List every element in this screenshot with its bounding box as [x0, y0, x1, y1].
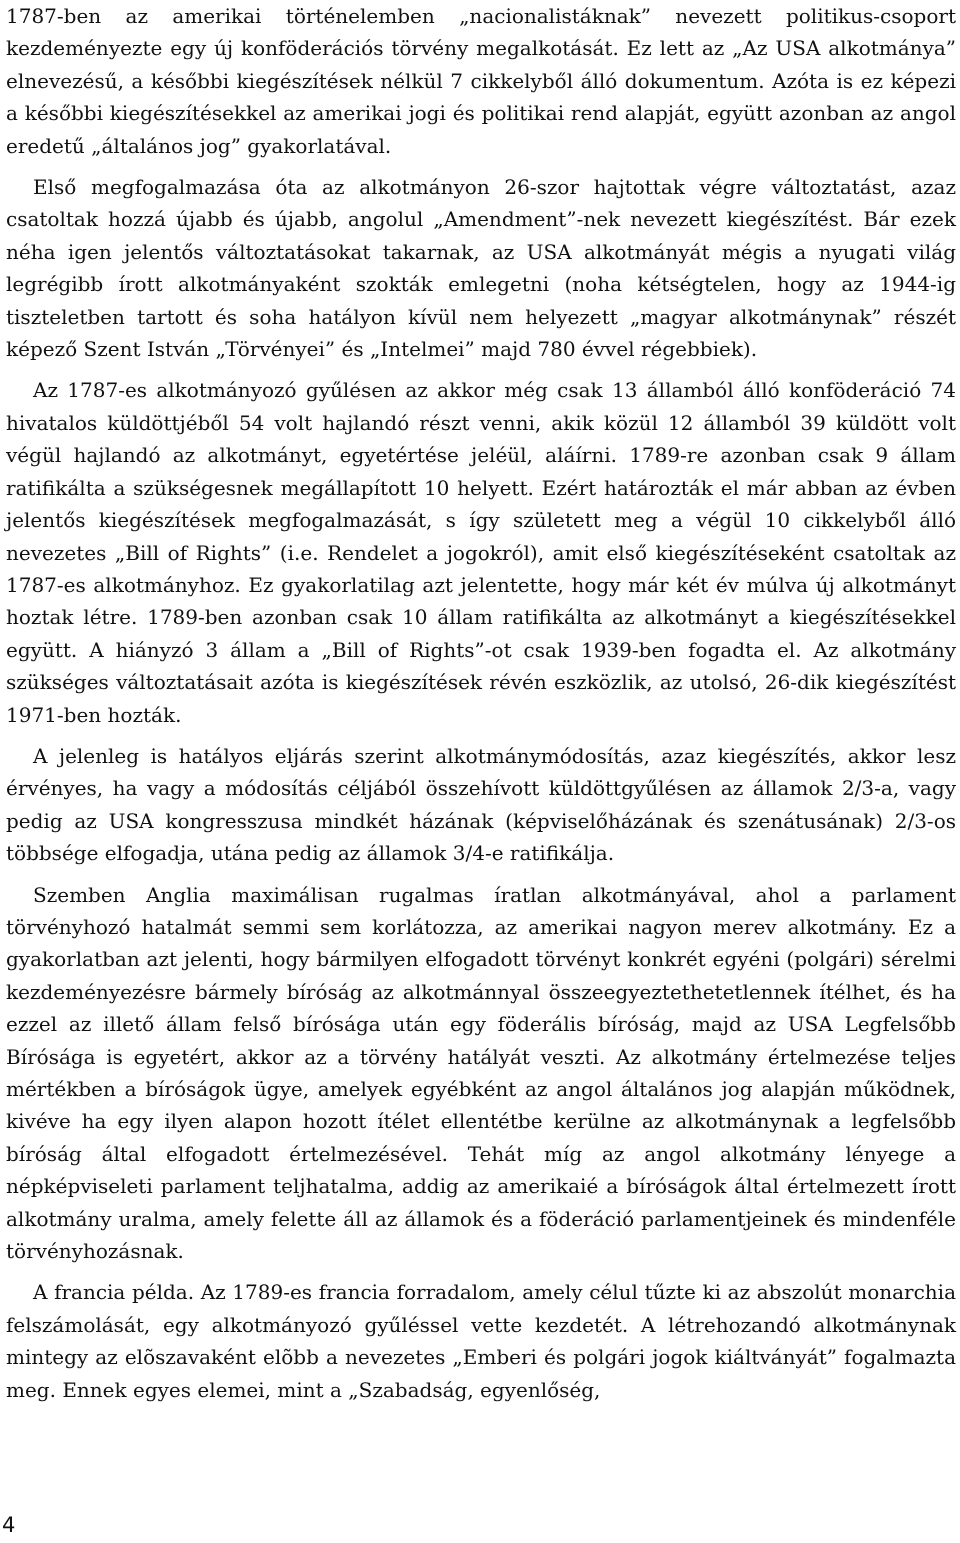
page-number: 4	[2, 1513, 16, 1537]
paragraph-1: 1787-ben az amerikai történelemben „nacionalistáknak” nevezett politikus-csoport kezdeményezte egy új konföderációs törvény megalkotását. Ez lett az „Az USA alkotmánya” elnevezésű, a későbbi kiegészítések nélkül 7 cikkelyből álló dokumentum. Azóta is ez képezi a későbbi kiegészítésekkel az amerikai jogi és politikai rend alapját, együtt azonban az angol eredetű „általános jog” gyakorlatával.	[6, 4, 956, 158]
paragraph-3: Az 1787-es alkotmányozó gyűlésen az akkor még csak 13 államból álló konföderáció 74 hivatalos küldöttjéből 54 volt hajlandó részt venni, akik közül 12 államból 39 küldött volt végül hajlandó az alkotmányt, egyetértése jeléül, aláírni. 1789-re azonban csak 9 állam ratifikálta a szükségesnek megállapított 10 helyett. Ezért határozták el már abban az évben jelentős kiegészítések megfogalmazását, s így született meg a végül 10 cikkelyből álló nevezetes „Bill of Rights” (i.e. Rendelet a jogokról), amit első kiegészítéseként csatoltak az 1787-es alkotmányhoz. Ez gyakorlatilag azt jelentette, hogy már két év múlva új alkotmányt hoztak létre. 1789-ben azonban csak 10 állam ratifikálta az alkotmányt a kiegészítésekkel együtt. A hiányzó 3 állam a „Bill of Rights”-ot csak 1939-ben fogadta el. Az alkotmány szükséges változtatásait azóta is kiegészítések révén eszközlik, az utolsó, 26-dik kiegészítést 1971-ben hozták.	[6, 378, 956, 727]
paragraph-5: Szemben Anglia maximálisan rugalmas íratlan alkotmányával, ahol a parlament törvényhozó hatalmát semmi sem korlátozza, az amerikai nagyon merev alkotmány. Ez a gyakorlatban azt jelenti, hogy bármilyen elfogadott törvényt konkrét egyéni (polgári) sérelmi kezdeményezésre bármely bíróság az alkotmánnyal összeegyeztethetetlennek ítélhet, és ha ezzel az illető állam felső bírósága után egy föderális bíróság, majd az USA Legfelsőbb Bírósága is egyetért, akkor az a törvény hatályát veszti. Az alkotmány értelmezése teljes mértékben a bíróságok ügye, amelyek egyébként az angol általános jog alapján működnek, kivéve ha egy ilyen alapon hozott ítélet ellentétbe kerülne az alkotmánynak a legfelsőbb bíróság által elfogadott értelmezésével. Tehát míg az angol alkotmány lényege a népképviseleti parlament teljhatalma, addig az amerikaié a bíróságok által értelmezett írott alkotmány uralma, amely felette áll az államok és a föderáció parlamentjeinek és mindenféle törvényhozásnak.	[6, 882, 956, 1264]
paragraph-6: A francia példa. Az 1789-es francia forradalom, amely célul tűzte ki az abszolút monarchia felszámolását, egy alkotmányozó gyűléssel vette kezdetét. A létrehozandó alkotmánynak mintegy az elõszavaként elõbb a nevezetes „Emberi és polgári jogok kiáltványát” fogalmazta meg. Ennek egyes elemei, mint a „Szabadság, egyenlőség,	[6, 1280, 956, 1402]
paragraph-2: Első megfogalmazása óta az alkotmányon 26-szor hajtottak végre változtatást, azaz csatoltak hozzá újabb és újabb, angolul „Amendment”-nek nevezett kiegészítést. Bár ezek néha igen jelentős változtatásokat takarnak, az USA alkotmányát mégis a nyugati világ legrégibb írott alkotmányaként szokták emlegetni (noha kétségtelen, hogy az 1944-ig tiszteletben tartott és soha hatályon kívül nem helyezett „magyar alkotmánynak” részét képező Szent István „Törvényei” és „Intelmei” majd 780 évvel régebbiek).	[6, 175, 956, 362]
document-page	[6, 0, 956, 1406]
paragraph-4: A jelenleg is hatályos eljárás szerint alkotmánymódosítás, azaz kiegészítés, akkor lesz érvényes, ha vagy a módosítás céljából összehívott küldöttgyűlésen az államok 2/3-a, vagy pedig az USA kongresszusa mindkét házának (képviselőházának és szenátusának) 2/3-os többsége elfogadja, utána pedig az államok 3/4-e ratifikálja.	[6, 743, 956, 866]
